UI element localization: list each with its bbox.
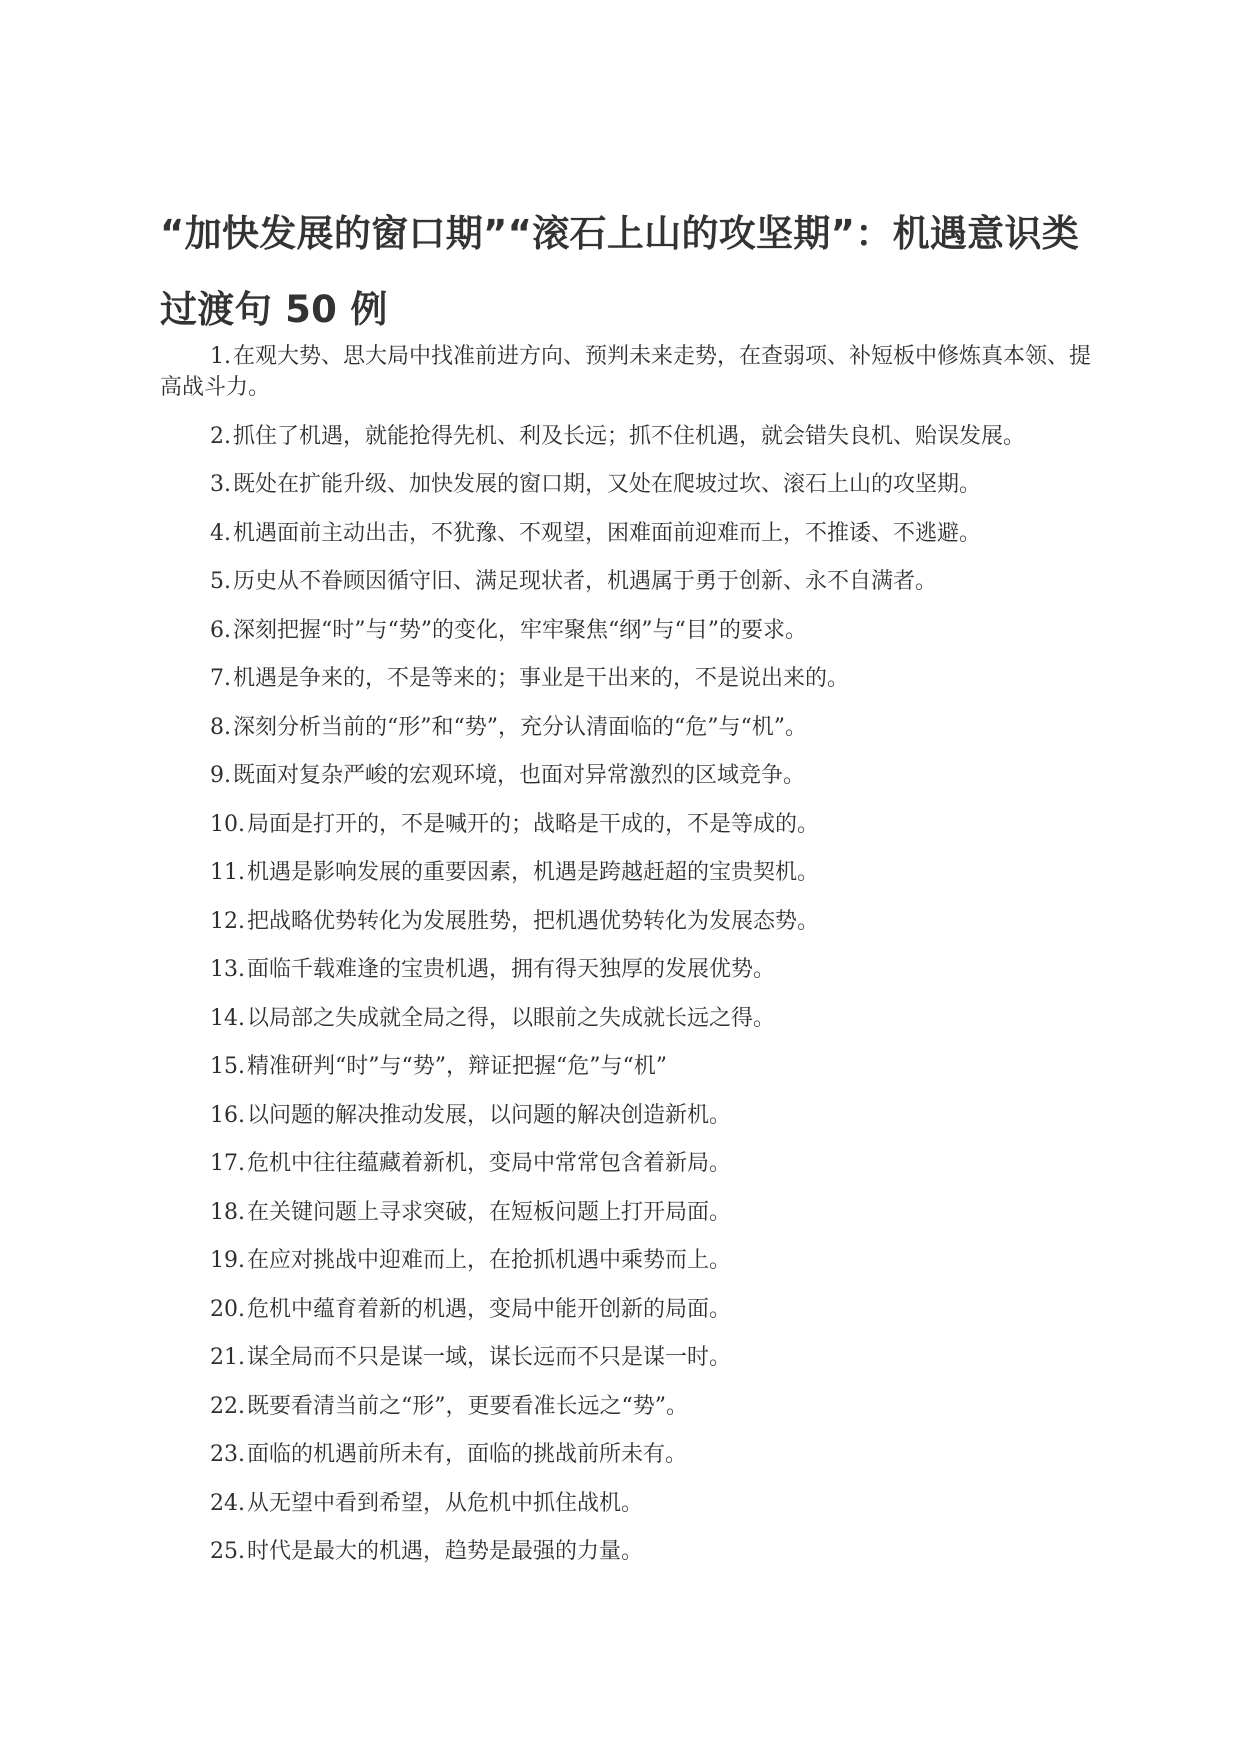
item-number: 21.	[210, 1345, 245, 1370]
item-text: 时代是最大的机遇，趋势是最强的力量。	[247, 1539, 644, 1564]
list-item	[160, 1051, 1095, 1082]
item-text: 机遇是影响发展的重要因素，机遇是跨越赶超的宝贵契机。	[247, 860, 820, 885]
item-text: 以局部之失成就全局之得，以眼前之失成就长远之得。	[247, 1005, 776, 1031]
list-item	[160, 857, 1095, 888]
document-title: “加快发展的窗口期”“滚石上山的攻坚期”：机遇意识类过渡句 50 例	[160, 212, 1080, 331]
item-text: 深刻把握“时”与“势”的变化，牢牢聚焦“纲”与“目”的要求。	[233, 617, 807, 643]
item-number: 11.	[210, 860, 245, 885]
item-number: 9.	[210, 763, 231, 788]
item-number: 2.	[210, 423, 231, 449]
list-item	[160, 1391, 1095, 1422]
list-item	[160, 1245, 1095, 1276]
item-number: 5.	[210, 569, 231, 594]
item-text: 危机中往往蕴藏着新机，变局中常常包含着新局。	[247, 1151, 732, 1176]
item-text: 在关键问题上寻求突破，在短板问题上打开局面。	[247, 1199, 732, 1225]
list-item	[160, 1342, 1095, 1373]
item-number: 20.	[210, 1296, 245, 1322]
item-text: 以问题的解决推动发展，以问题的解决创造新机。	[247, 1102, 732, 1128]
item-number: 23.	[210, 1442, 245, 1467]
item-text: 精准研判“时”与“势”，辩证把握“危”与“机”	[247, 1054, 667, 1079]
item-number: 16.	[210, 1102, 245, 1128]
item-text: 面临的机遇前所未有，面临的挑战前所未有。	[247, 1442, 688, 1467]
list-item	[160, 1197, 1095, 1228]
item-text: 深刻分析当前的“形”和“势”，充分认清面临的“危”与“机”。	[233, 714, 807, 740]
list-item	[160, 1148, 1095, 1179]
item-number: 17.	[210, 1151, 245, 1176]
list-item	[160, 906, 1095, 937]
item-text: 历史从不眷顾因循守旧、满足现状者，机遇属于勇于创新、永不自满者。	[233, 569, 938, 594]
list-item	[160, 954, 1095, 985]
item-text: 机遇面前主动出击，不犹豫、不观望，困难面前迎难而上，不推诿、不逃避。	[233, 520, 982, 546]
item-text: 面临千载难逢的宝贵机遇，拥有得天独厚的发展优势。	[247, 957, 776, 982]
list-item	[160, 615, 1095, 646]
item-number: 10.	[210, 811, 245, 837]
list-item	[160, 1488, 1095, 1519]
item-number: 12.	[210, 908, 245, 934]
list-item	[160, 1003, 1095, 1034]
item-text: 从无望中看到希望，从危机中抓住战机。	[247, 1490, 644, 1516]
list-item	[160, 341, 1095, 403]
item-number: 6.	[210, 617, 231, 643]
item-number: 8.	[210, 714, 231, 740]
item-number: 14.	[210, 1005, 245, 1031]
list-item	[160, 809, 1095, 840]
item-number: 15.	[210, 1054, 245, 1079]
list-item	[160, 1536, 1095, 1567]
list-item	[160, 1100, 1095, 1131]
item-number: 24.	[210, 1490, 245, 1516]
list-item	[160, 760, 1095, 791]
item-number: 4.	[210, 520, 231, 546]
list-item	[160, 566, 1095, 597]
item-text: 在观大势、思大局中找准前进方向、预判未来走势，在查弱项、补短板中修炼真本领、提高战斗力。	[160, 344, 1092, 400]
item-text: 在应对挑战中迎难而上，在抢抓机遇中乘势而上。	[247, 1248, 732, 1273]
item-number: 7.	[210, 666, 231, 691]
item-number: 13.	[210, 957, 245, 982]
item-number: 1.	[210, 344, 231, 369]
item-text: 把战略优势转化为发展胜势，把机遇优势转化为发展态势。	[247, 908, 820, 934]
list-item	[160, 1294, 1095, 1325]
list-item	[160, 712, 1095, 743]
list-item	[160, 1439, 1095, 1470]
item-number: 25.	[210, 1539, 245, 1564]
list-item	[160, 663, 1095, 694]
item-text: 既处在扩能升级、加快发展的窗口期，又处在爬坡过坎、滚石上山的攻坚期。	[233, 472, 982, 497]
sentence-list	[160, 341, 1095, 1585]
list-item	[160, 518, 1095, 549]
item-text: 机遇是争来的，不是等来的；事业是干出来的，不是说出来的。	[233, 666, 850, 691]
item-number: 3.	[210, 472, 231, 497]
item-number: 18.	[210, 1199, 245, 1225]
item-text: 抓住了机遇，就能抢得先机、利及长远；抓不住机遇，就会错失良机、贻误发展。	[233, 423, 1026, 449]
item-number: 19.	[210, 1248, 245, 1273]
item-text: 谋全局而不只是谋一域，谋长远而不只是谋一时。	[247, 1345, 732, 1370]
item-text: 危机中蕴育着新的机遇，变局中能开创新的局面。	[247, 1296, 732, 1322]
item-text: 既面对复杂严峻的宏观环境，也面对异常激烈的区域竞争。	[233, 763, 806, 788]
item-text: 局面是打开的，不是喊开的；战略是干成的，不是等成的。	[247, 811, 820, 837]
item-number: 22.	[210, 1393, 245, 1419]
item-text: 既要看清当前之“形”，更要看准长远之“势”。	[247, 1393, 688, 1419]
list-item	[160, 421, 1095, 452]
list-item	[160, 469, 1095, 500]
